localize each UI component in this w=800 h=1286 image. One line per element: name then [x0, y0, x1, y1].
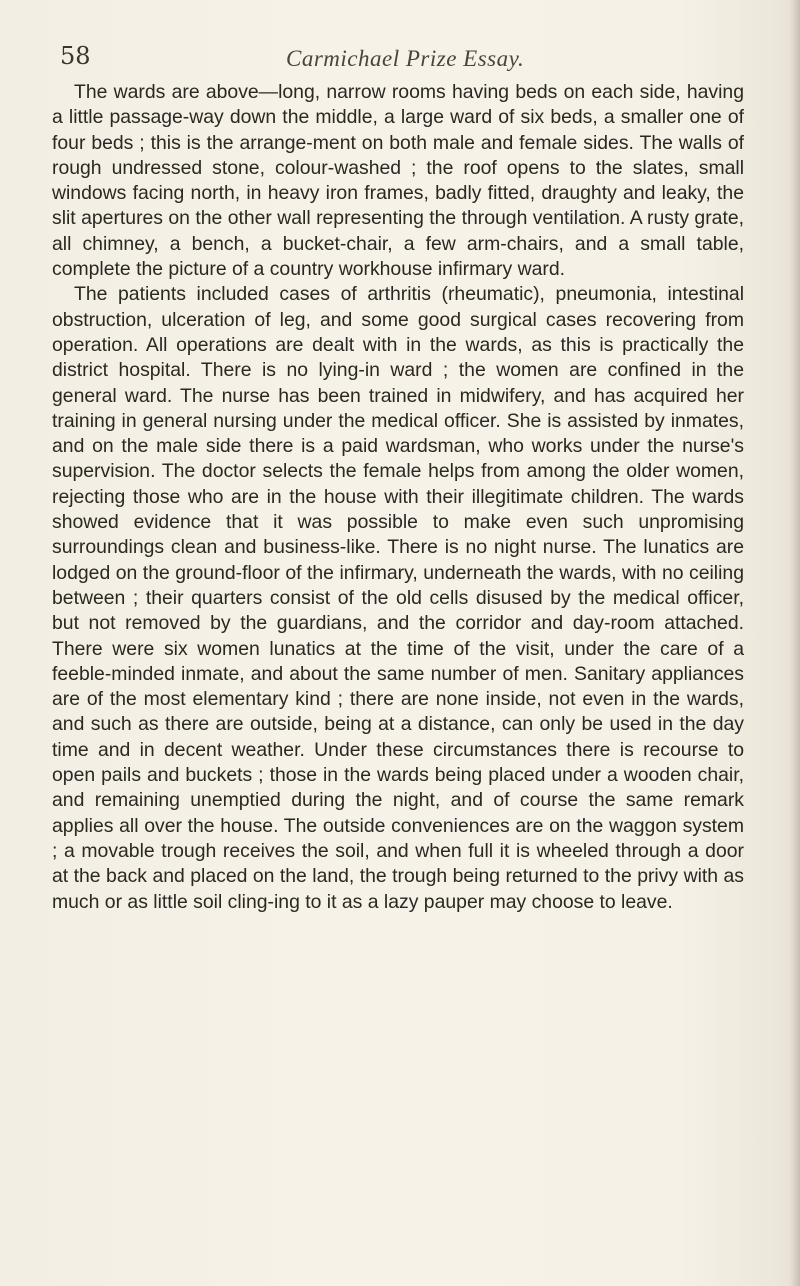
page-header — [60, 32, 740, 72]
page-number: 58 — [60, 42, 91, 70]
page-edge-shadow — [790, 0, 800, 1286]
body-text — [52, 80, 744, 915]
running-head: Carmichael Prize Essay. — [286, 46, 525, 71]
paragraph-wards-description: The wards are above—long, narrow rooms having beds on each side, having a little passage-way down the middle, a large ward of six beds, a smaller one of four beds ; this is the arrange-ment on both male and female sides. The walls of rough undressed stone, colour-washed ; the roof opens to the slates, small windows facing north, in heavy iron frames, badly fitted, draughty and leaky, the slit apertures on the other wall representing the through ventilation. A rusty grate, all chimney, a bench, a bucket-chair, a few arm-chairs, and a small table, complete the picture of a country workhouse infirmary ward. — [52, 81, 745, 281]
paragraph-patients-and-conditions: The patients included cases of arthritis (rheumatic), pneumonia, intestinal obstruction, ulceration of leg, and some good surgical cases recovering from operation. All operations are dealt with in the wards, as this is practically the district hospital. There is no lying-in ward ; the women are confined in the general ward. The nurse has been trained in midwifery, and has acquired her training in general nursing under the medical officer. She is assisted by inmates, and on the male side there is a paid wardsman, who works under the nurse's supervision. The doctor selects the female helps from among the older women, rejecting those who are in the house with their illegitimate children. The wards showed evidence that it was possible to make even such unpromising surroundings clean and business-like. There is no night nurse. The lunatics are lodged on the ground-floor of the infirmary, underneath the wards, with no ceiling between ; their quarters consist of the old cells disused by the medical officer, but not removed by the guardians, and the corridor and day-room attached. There were six women lunatics at the time of the visit, under the care of a feeble-minded inmate, and about the same number of men. Sanitary appliances are of the most elementary kind ; there are none inside, not even in the wards, and such as there are outside, being at a distance, can only be used in the day time and in decent weather. Under these circumstances there is recourse to open pails and buckets ; those in the wards being placed under a wooden chair, and remaining unemptied during the night, and of course the same remark applies all over the house. The outside conveniences are on the waggon system ; a movable trough receives the soil, and when full it is wheeled through a door at the back and placed on the land, the trough being returned to the privy with as much or as little soil cling-ing to it as a lazy pauper may choose to leave. — [52, 283, 744, 913]
